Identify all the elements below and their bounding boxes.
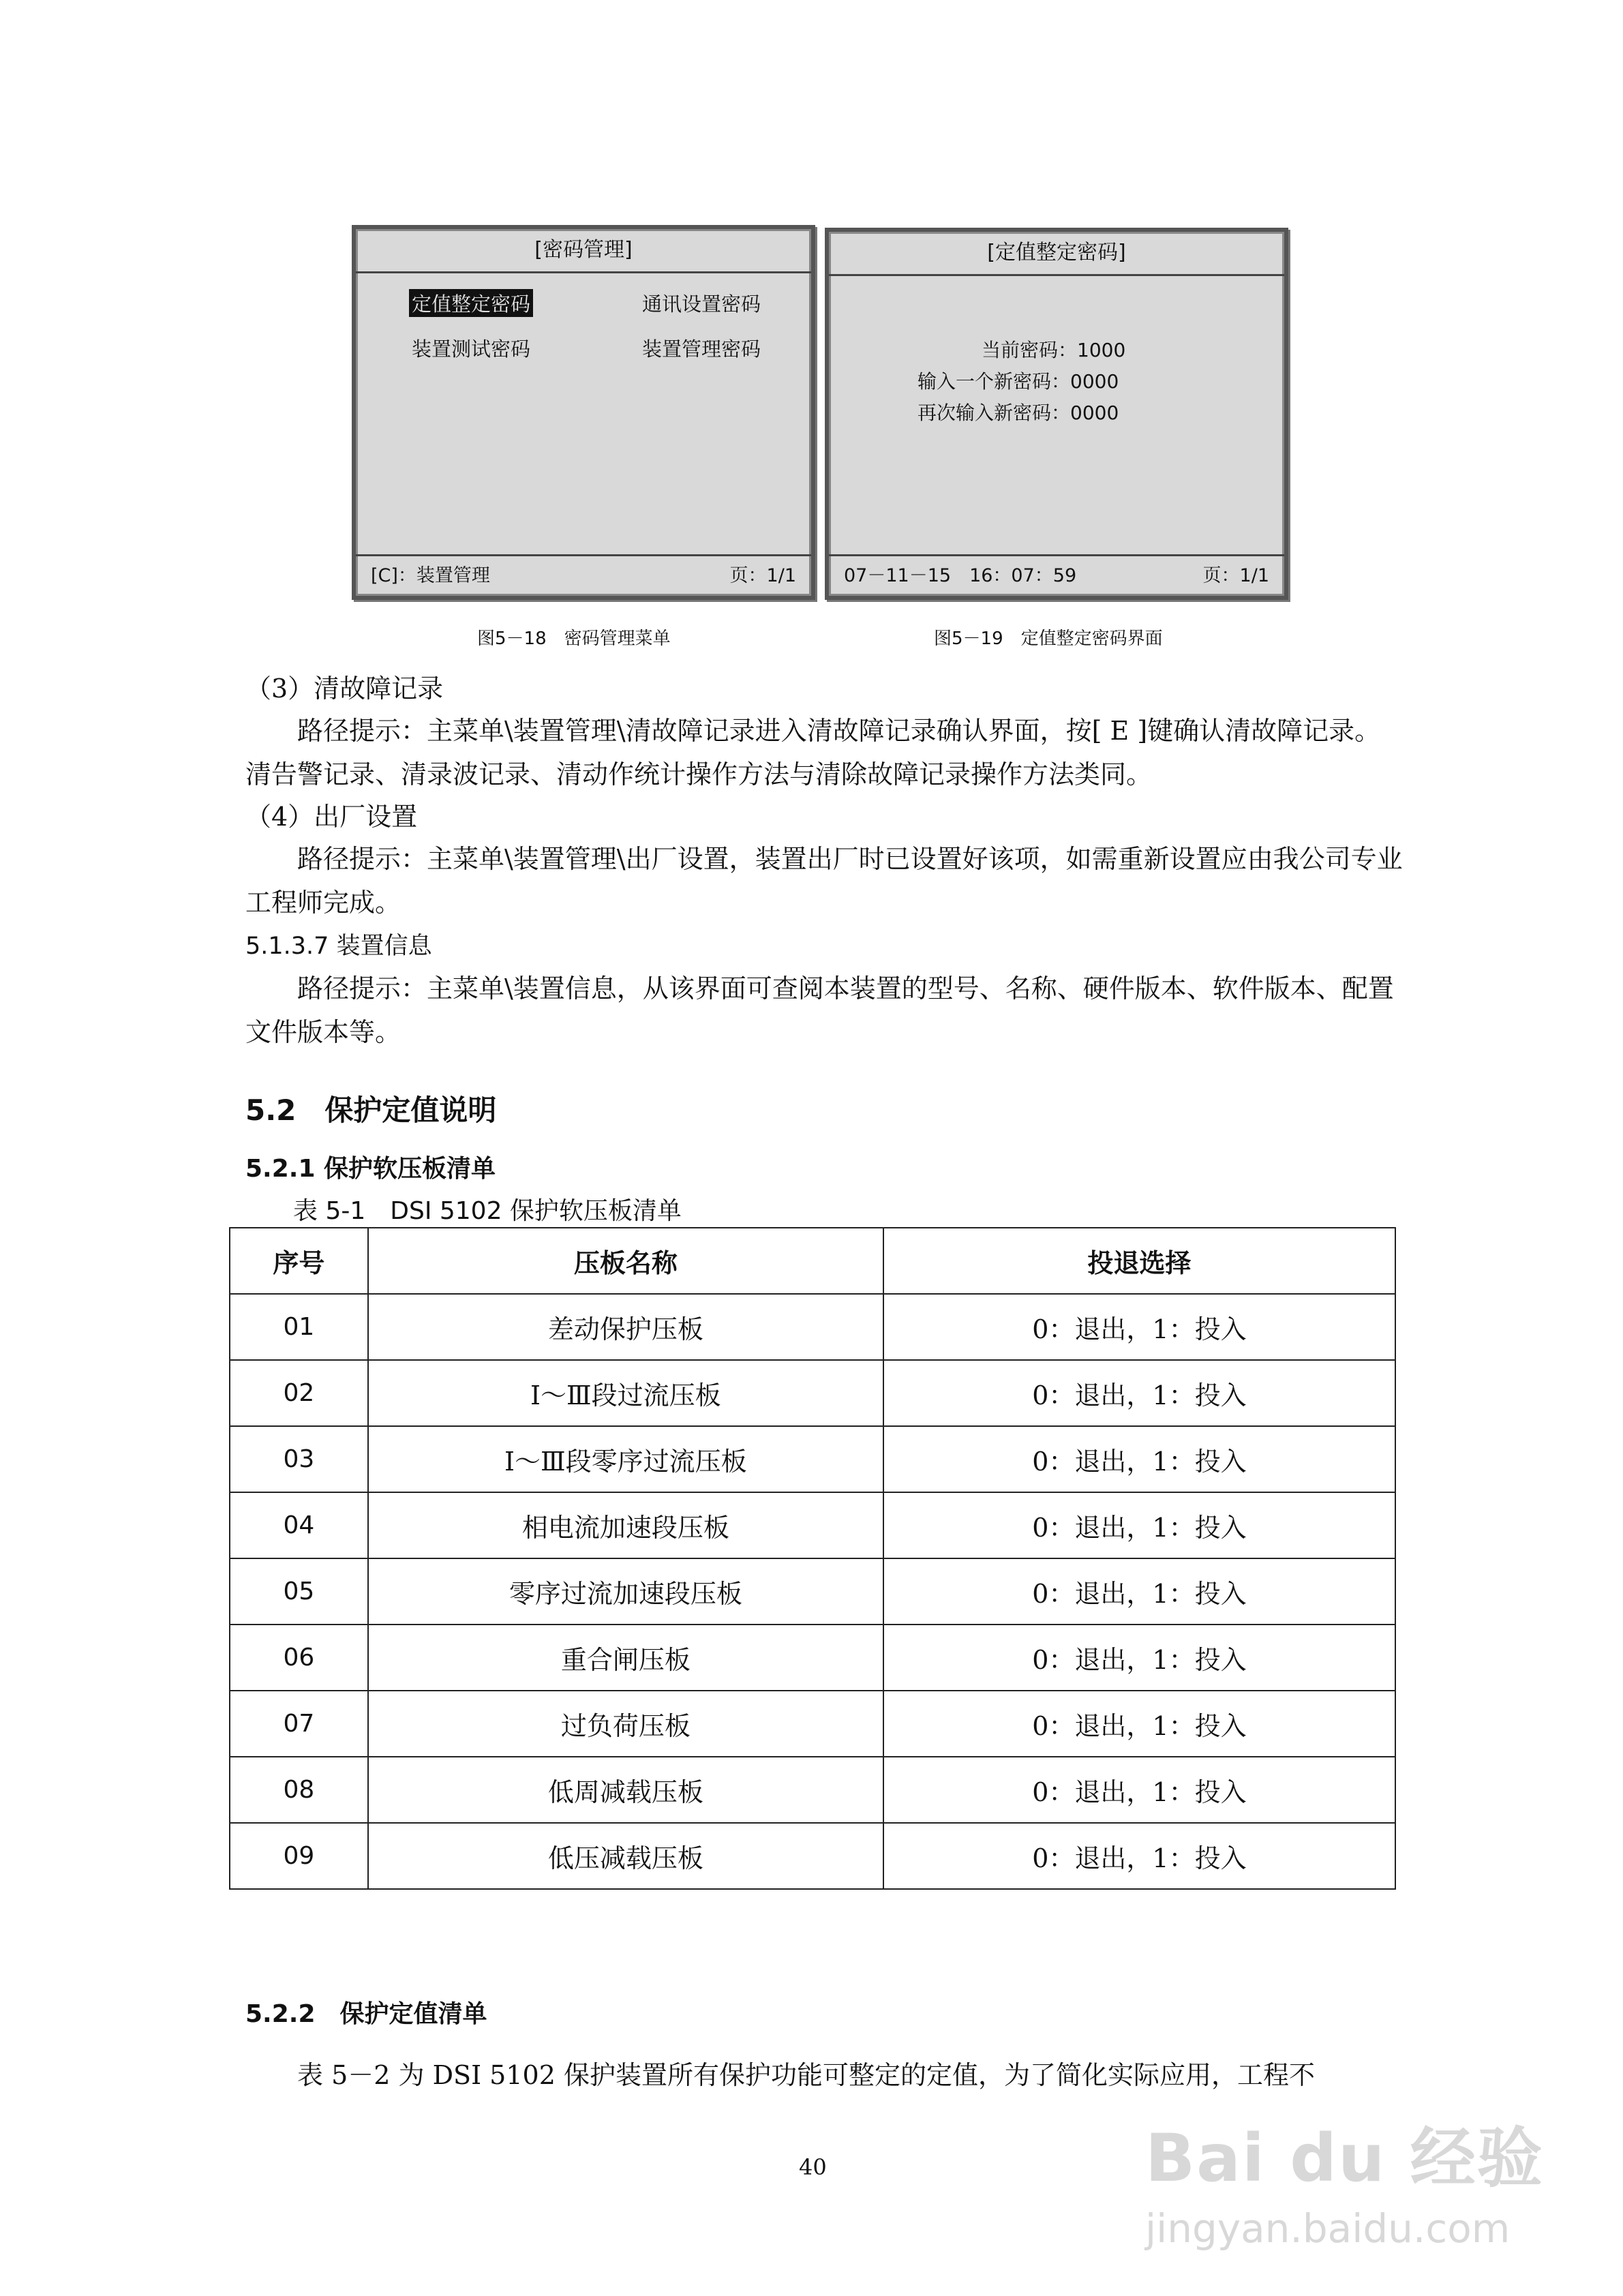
page-number: 40 [799,2154,827,2180]
cell-name: Ⅰ～Ⅲ段零序过流压板 [368,1426,883,1492]
header-selection: 投退选择 [883,1228,1395,1294]
section-5137-heading: 5.1.3.7 装置信息 [245,933,432,960]
table-row [230,1426,1395,1492]
cell-selection: 0：退出，1：投入 [883,1492,1395,1558]
section-3-text: 路径提示：主菜单\装置管理\清故障记录进入清故障记录确认界面，按[ E ]键确认清故障记录。清告警记录、清录波记录、清动作统计操作方法与清除故障记录操作方法类同。 [245,716,1381,789]
cell-selection: 0：退出，1：投入 [883,1426,1395,1492]
table-row [230,1823,1395,1889]
cell-name: 零序过流加速段压板 [368,1558,883,1625]
table-row [230,1360,1395,1426]
section-4-text: 路径提示：主菜单\装置管理\出厂设置，装置出厂时已设置好该项，如需重新设置应由我公司专业工程师完成。 [245,844,1403,918]
figure-caption-19: 图5－19 定值整定密码界面 [934,629,1163,649]
new-password-field[interactable]: 输入一个新密码：0000 [917,370,1119,393]
table-header-row [230,1228,1395,1294]
header-name: 压板名称 [368,1228,883,1294]
cell-name: 低周减载压板 [368,1757,883,1823]
cell-name: 相电流加速段压板 [368,1492,883,1558]
table-row [230,1294,1395,1360]
menu-item-test-password[interactable]: 装置测试密码 [412,337,531,361]
cell-selection: 0：退出，1：投入 [883,1625,1395,1691]
section-52-heading: 5.2 保护定值说明 [245,1093,497,1127]
password-menu-screen [352,225,815,600]
status-left: [C]：装置管理 [371,565,490,586]
status-bar [356,554,811,596]
screen-title: [定值整定密码] [829,232,1284,276]
cell-index: 02 [230,1360,368,1426]
watermark-brand: Bai du 经验 [1145,2120,1544,2196]
section-5137-text: 路径提示：主菜单\装置信息，从该界面可查阅本装置的型号、名称、硬件版本、软件版本、配置文件版本等。 [245,973,1394,1047]
cell-index: 05 [230,1558,368,1625]
cell-name: Ⅰ～Ⅲ段过流压板 [368,1360,883,1426]
cell-index: 09 [230,1823,368,1889]
page-indicator: 页：1/1 [1202,565,1269,586]
cell-selection: 0：退出，1：投入 [883,1691,1395,1757]
soft-platen-table [229,1227,1396,1890]
table-row [230,1558,1395,1625]
section-3-heading: （3）清故障记录 [245,674,444,704]
cell-index: 03 [230,1426,368,1492]
section-4-heading: （4）出厂设置 [245,802,418,832]
header-index: 序号 [230,1228,368,1294]
cell-name: 过负荷压板 [368,1691,883,1757]
cell-index: 07 [230,1691,368,1757]
cell-selection: 0：退出，1：投入 [883,1360,1395,1426]
section-521-heading: 5.2.1 保护软压板清单 [245,1155,496,1183]
baidu-watermark [1145,2106,1544,2252]
screen-title: [密码管理] [356,229,811,273]
cell-name: 重合闸压板 [368,1625,883,1691]
datetime: 07－11－15 16：07：59 [844,565,1077,586]
table-row [230,1625,1395,1691]
menu-item-manage-password[interactable]: 装置管理密码 [642,337,761,361]
cell-name: 低压减载压板 [368,1823,883,1889]
confirm-password-field[interactable]: 再次输入新密码：0000 [917,402,1119,424]
page-indicator: 页：1/1 [729,565,796,586]
current-password: 当前密码：1000 [982,339,1126,361]
section-522-heading: 5.2.2 保护定值清单 [245,2000,487,2028]
cell-name: 差动保护压板 [368,1294,883,1360]
cell-index: 01 [230,1294,368,1360]
watermark-url: jingyan.baidu.com [1145,2205,1511,2252]
cell-selection: 0：退出，1：投入 [883,1558,1395,1625]
cell-selection: 0：退出，1：投入 [883,1823,1395,1889]
menu-item-setting-password[interactable]: 定值整定密码 [409,289,533,317]
table-row [230,1492,1395,1558]
menu-item-comm-password[interactable]: 通讯设置密码 [642,292,761,316]
cell-selection: 0：退出，1：投入 [883,1294,1395,1360]
figure-caption-18: 图5－18 密码管理菜单 [477,629,671,649]
table-caption: 表 5-1 DSI 5102 保护软压板清单 [293,1197,682,1225]
cell-index: 08 [230,1757,368,1823]
cell-index: 04 [230,1492,368,1558]
setting-password-screen [825,228,1288,600]
cell-index: 06 [230,1625,368,1691]
table-row [230,1691,1395,1757]
status-bar [829,554,1284,596]
section-522-text: 表 5－2 为 DSI 5102 保护装置所有保护功能可整定的定值，为了简化实际应用，工程不 [297,2060,1315,2090]
cell-selection: 0：退出，1：投入 [883,1757,1395,1823]
table-row [230,1757,1395,1823]
